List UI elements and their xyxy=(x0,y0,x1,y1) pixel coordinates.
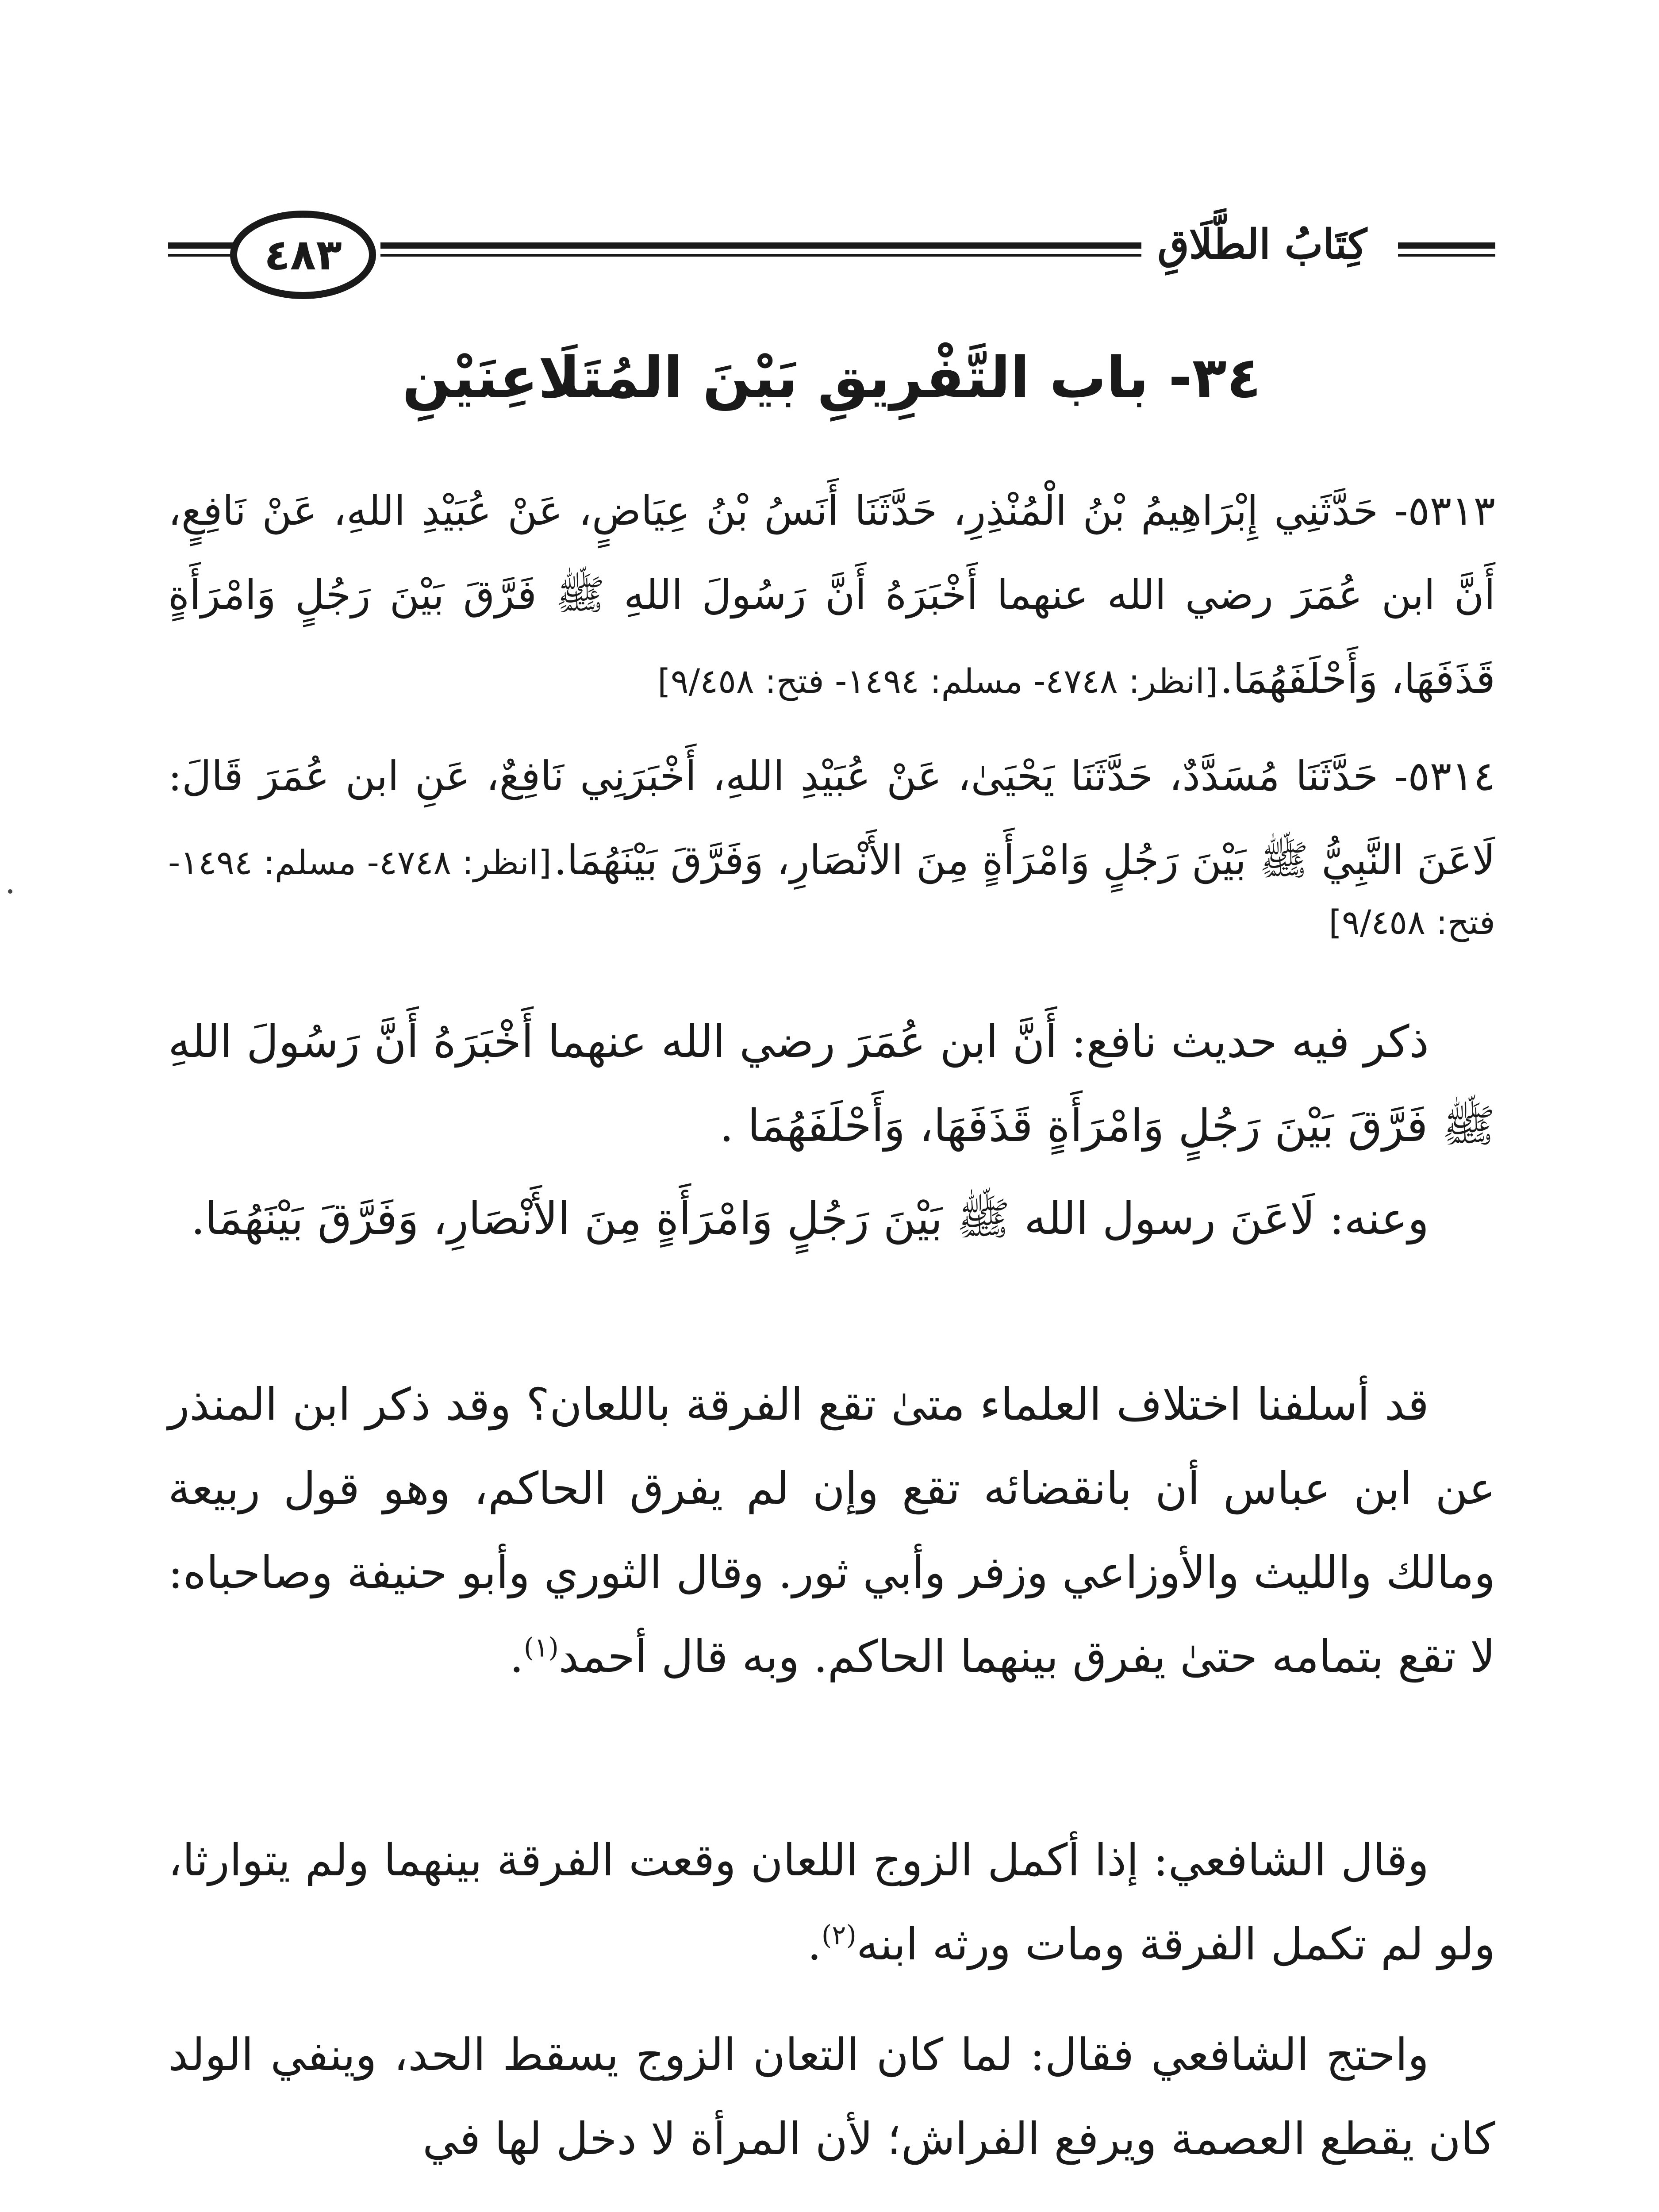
commentary-text: واحتج الشافعي فقال: لما كان التعان الزوج يسقط الحد، وينفي الولد كان يقطع العصمة ويرفع الفراش؛ لأن المرأة لا دخل لها في xyxy=(168,2029,1495,2165)
hadith-reference: [انظر: ٤٧٤٨- مسلم: ١٤٩٤- فتح: ٩/٤٥٨] xyxy=(168,843,1495,942)
hadith-text: ٥٣١٤- حَدَّثَنَا مُسَدَّدٌ، حَدَّثَنَا يَحْيَىٰ، عَنْ عُبَيْدِ اللهِ، أَخْبَرَنِي نَافِعٌ، عَنِ ابن عُمَرَ قَالَ: لَاعَنَ النَّبِيُّ ﷺ بَيْنَ رَجُلٍ وَامْرَأَةٍ مِنَ الأَنْصَارِ، وَفَرَّقَ بَيْنَهُمَا. xyxy=(168,753,1496,884)
sentence-end: . xyxy=(807,1918,822,1970)
running-header xyxy=(168,208,1495,310)
hadith-text: ٥٣١٣- حَدَّثَنِي إِبْرَاهِيمُ بْنُ الْمُنْذِرِ، حَدَّثَنَا أَنَسُ بْنُ عِيَاضٍ، عَنْ عُبَيْدِ اللهِ، عَنْ نَافِعٍ، أَنَّ ابن عُمَرَ رضي الله عنهما أَخْبَرَهُ أَنَّ رَسُولَ اللهِ ﷺ فَرَّقَ بَيْنَ رَجُلٍ وَامْرَأَةٍ قَذَفَهَا، وَأَحْلَفَهُمَا. xyxy=(168,487,1495,703)
header-rule-middle-bottom xyxy=(380,254,1141,257)
footnote-marker: (١) xyxy=(523,1632,559,1663)
hadith-5314 xyxy=(168,734,1495,942)
header-rule-right-bottom xyxy=(1398,254,1495,257)
hadith-reference: [انظر: ٤٧٤٨- مسلم: ١٤٩٤- فتح: ٩/٤٥٨] xyxy=(657,661,1218,701)
header-rule-left-bottom xyxy=(168,254,234,257)
hadith-5313 xyxy=(168,469,1495,721)
header-rule-right-top xyxy=(1398,242,1495,249)
commentary-paragraph xyxy=(168,1363,1495,1699)
header-rule-left-top xyxy=(168,242,234,249)
commentary-paragraph xyxy=(168,1177,1495,1261)
commentary-text: وقال الشافعي: إذا أكمل الزوج اللعان وقعت الفرقة بينهما ولم يتوارثا، ولو لم تكمل الفرقة ومات ورثه ابنه xyxy=(168,1834,1495,1970)
scan-speck xyxy=(8,889,12,894)
commentary-text: ذكر فيه حديث نافع: أَنَّ ابن عُمَرَ رضي الله عنهما أَخْبَرَهُ أَنَّ رَسُولَ اللهِ ﷺ فَرَّقَ بَيْنَ رَجُلٍ وَامْرَأَةٍ قَذَفَهَا، وَأَحْلَفَهُمَا . xyxy=(168,1016,1495,1152)
commentary-paragraph xyxy=(168,2013,1495,2181)
chapter-heading: ٣٤- باب التَّفْرِيقِ بَيْنَ المُتَلَاعِنَيْنِ xyxy=(402,345,1261,411)
commentary-paragraph xyxy=(168,1818,1495,1986)
commentary-text: وعنه: لَاعَنَ رسول الله ﷺ بَيْنَ رَجُلٍ وَامْرَأَةٍ مِنَ الأَنْصَارِ، وَفَرَّقَ بَيْنَهُمَا. xyxy=(191,1193,1429,1244)
header-rule-middle-top xyxy=(380,242,1141,249)
page-number-frame xyxy=(230,211,376,299)
commentary-paragraph xyxy=(168,1000,1495,1168)
page-number: ٤٨٣ xyxy=(264,230,342,280)
sentence-end: . xyxy=(510,1631,524,1682)
book-title: كِتَابُ الطَّلَاقِ xyxy=(1157,220,1367,268)
footnote-marker: (٢) xyxy=(821,1920,856,1951)
commentary-text: قد أسلفنا اختلاف العلماء متىٰ تقع الفرقة باللعان؟ وقد ذكر ابن المنذر عن ابن عباس أن بانقضائه تقع وإن لم يفرق الحاكم، وهو قول ربيعة ومالك والليث والأوزاعي وزفر وأبي ثور. وقال الثوري وأبو حنيفة وصاحباه: لا تقع بتمامه حتىٰ يفرق بينهما الحاكم. وبه قال أحمد xyxy=(168,1379,1495,1682)
